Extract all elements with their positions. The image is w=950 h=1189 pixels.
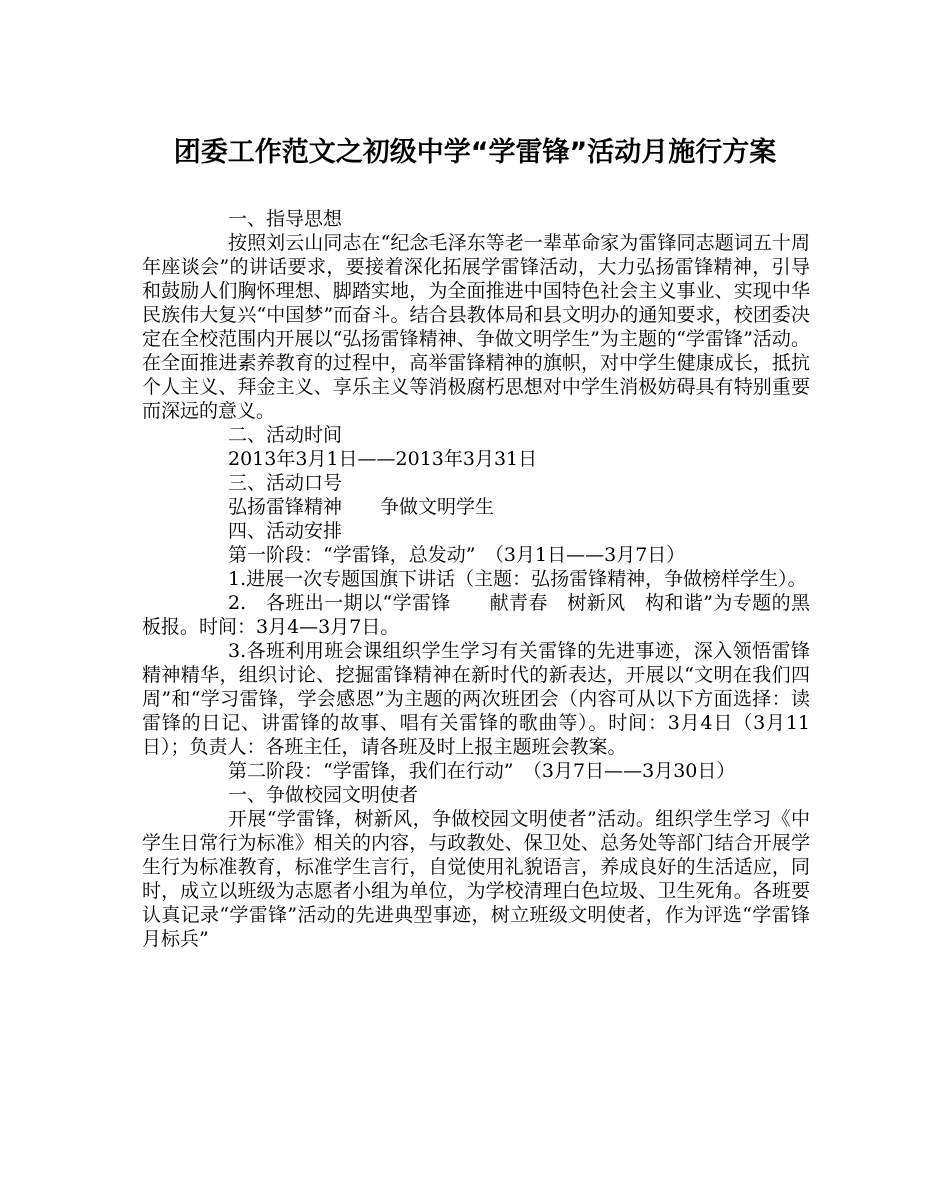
stage-two-subheading-civility: 一、争做校园文明使者 xyxy=(228,784,419,806)
section-heading-activity-time: 二、活动时间 xyxy=(228,424,343,446)
stage-one-item-1: 1.进展一次专题国旗下讲话（主题：弘扬雷锋精神，争做榜样学生）。 xyxy=(228,568,807,590)
stage-one-item-3: 3.各班利用班会课组织学生学习有关雷锋的先进事迹，深入领悟雷锋精神精华，组织讨论、挖掘雷锋精神在新时代的新表达，开展以“文明在我们四周”和“学习雷锋，学会感恩”为主题的两次班团会（内容可从以下方面选择：读雷锋的日记、讲雷锋的故事、唱有关雷锋的歌曲等）。时间：3月4日（3月11日）；负责人：各班主任，请各班及时上报主题班会教案。 xyxy=(142,640,810,758)
paragraph-activity-slogan: 弘扬雷锋精神 争做文明学生 xyxy=(228,496,495,518)
stage-two-heading: 第二阶段：“学雷锋，我们在行动” （3月7日——3月30日） xyxy=(228,760,736,782)
section-heading-activity-slogan: 三、活动口号 xyxy=(228,472,343,494)
paragraph-civility-envoy: 开展“学雷锋，树新风，争做校园文明使者”活动。组织学生学习《中学生日常行为标准》相关的内容，与政教处、保卫处、总务处等部门结合开展学生行为标准教育，标准学生言行，自觉使用礼貌语言，养成良好的生活适应，同时，成立以班级为志愿者小组为单位，为学校清理白色垃圾、卫生死角。各班要认真记录“学雷锋”活动的先进典型事迹，树立班级文明使者，作为评选“学雷锋月标兵” xyxy=(142,808,810,950)
stage-one-heading: 第一阶段：“学雷锋，总发动” （3月1日——3月7日） xyxy=(228,544,686,566)
document-title: 团委工作范文之初级中学“学雷锋”活动月施行方案 xyxy=(173,137,777,168)
paragraph-guiding-ideology: 按照刘云山同志在“纪念毛泽东等老一辈革命家为雷锋同志题词五十周年座谈会”的讲话要求，要接着深化拓展学雷锋活动，大力弘扬雷锋精神，引导和鼓励人们胸怀理想、脚踏实地，为全面推进中国特色社会主义事业、实现中华民族伟大复兴“中国梦”而奋斗。结合县教体局和县文明办的通知要求，校团委决定在全校范围内开展以“弘扬雷锋精神、争做文明学生”为主题的“学雷锋”活动。在全面推进素养教育的过程中，高举雷锋精神的旗帜，对中学生健康成长，抵抗个人主义、拜金主义、享乐主义等消极腐朽思想对中学生消极妨碍具有特别重要而深远的意义。 xyxy=(142,232,810,422)
paragraph-activity-time: 2013年3月1日——2013年3月31日 xyxy=(228,448,538,470)
section-heading-guiding-ideology: 一、指导思想 xyxy=(228,208,343,230)
stage-one-item-2: 2. 各班出一期以“学雷锋 献青春 树新风 构和谐”为专题的黑板报。时间：3月4—3月7日。 xyxy=(142,592,810,638)
section-heading-activity-arrangement: 四、活动安排 xyxy=(228,520,343,542)
document-body xyxy=(142,207,810,951)
